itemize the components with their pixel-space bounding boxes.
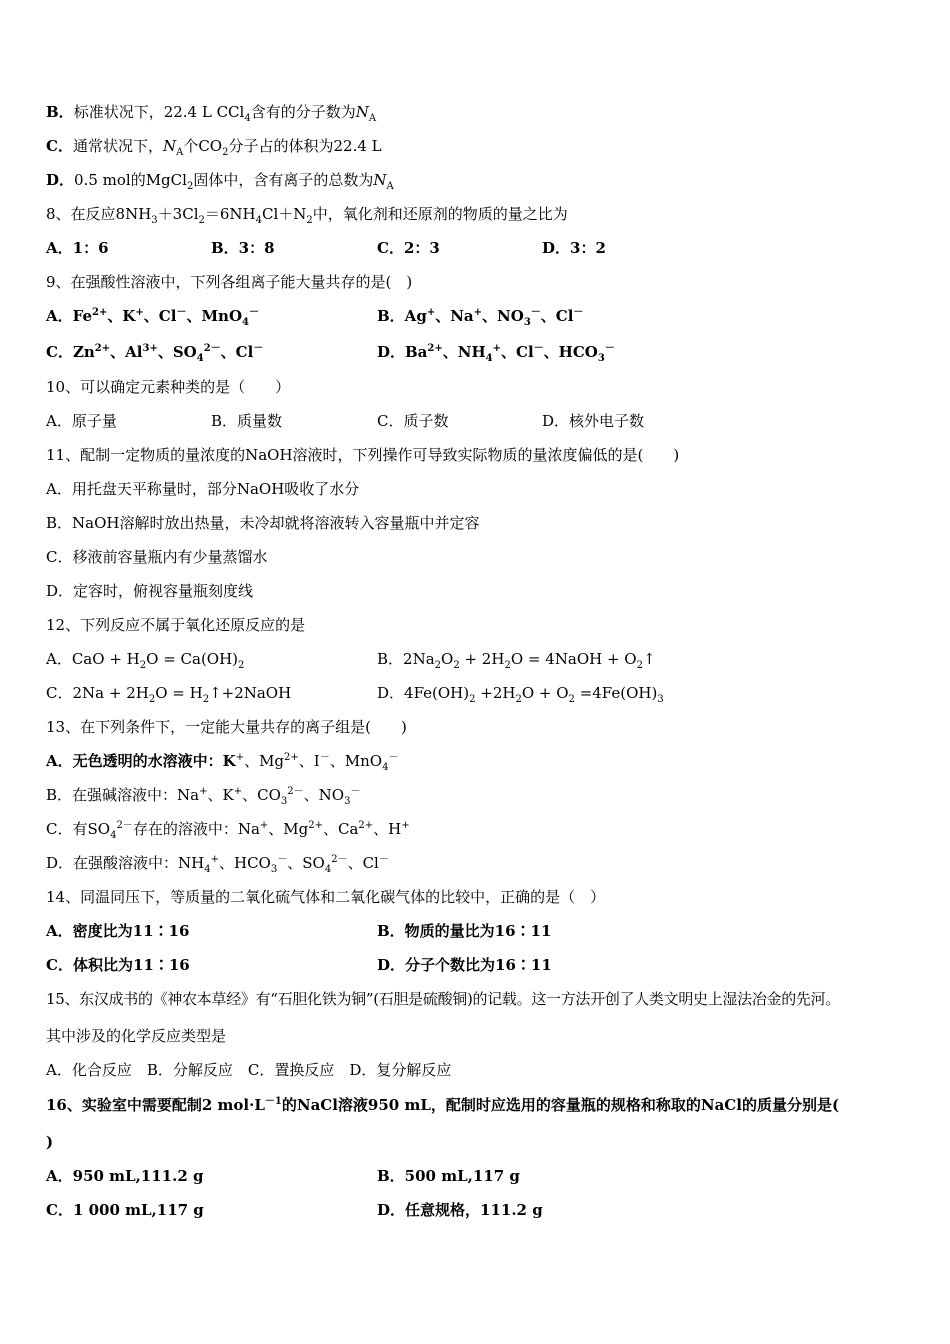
q14-option-d: D．分子个数比为16∶11 bbox=[377, 956, 552, 974]
q16-stem-line1: 16、实验室中需要配制2 $mol\cdot L^{-1}$的NaCl溶液950 mL，配制时应选用的容量瓶的规格和称取的NaCl的质量分别是( bbox=[46, 1096, 840, 1114]
q16-stem-line2: ) bbox=[46, 1133, 54, 1151]
q13-option-a: A．无色透明的水溶液中：K+、$Mg^{2+}$、I－、MnO$_4$－ bbox=[46, 752, 399, 773]
q15-stem-line1: 15、东汉成书的《神农本草经》有“石胆化铁为铜”(石胆是硫酸铜)的记载。这一方法开创了人类文明史上湿法冶金的先河。 bbox=[46, 990, 841, 1008]
q8-option-d: D．3：2 bbox=[542, 239, 606, 257]
q14-option-a: A．密度比为11∶16 bbox=[46, 922, 190, 940]
q15-stem-line2: 其中涉及的化学反应类型是 bbox=[46, 1027, 227, 1045]
q8-option-c: C．2：3 bbox=[377, 239, 440, 257]
q8-option-b: B．3：8 bbox=[211, 239, 275, 257]
q11-option-c: C．移液前容量瓶内有少量蒸馏水 bbox=[46, 548, 268, 566]
q12-option-b: B．$2Na_2O_2 + 2H_2O$ = 4NaOH + $O_2↑$ bbox=[377, 650, 656, 671]
q9-option-d: D．$Ba^{2+}$、$NH_4^+$、Cl－、$HCO_3^-$ bbox=[377, 343, 615, 364]
q13-option-d: D．在强酸溶液中：$NH_4^+$、$HCO_3^-$、$SO_4^{2-}$、Cl－ bbox=[46, 854, 389, 875]
q9-option-a: A．$Fe^{2+}$、K+、Cl－、MnO$_4$－ bbox=[46, 307, 259, 328]
q13-option-c: C．有$SO_4^{2-}$存在的溶液中：Na+、$Mg^{2+}$、$Ca^{2+}$、H+ bbox=[46, 820, 410, 841]
q13-option-b: B．在强碱溶液中：Na+、K+、$CO_3^{2-}$、$NO_3^-$ bbox=[46, 786, 361, 807]
q9-stem: 9、在强酸性溶液中，下列各组离子能大量共存的是( ) bbox=[46, 273, 413, 291]
q14-option-b: B．物质的量比为16∶11 bbox=[377, 922, 552, 940]
q12-option-a: A．CaO + $H_2O = Ca(OH)_2$ bbox=[46, 650, 245, 671]
q16-option-b: B．500 mL,117 g bbox=[377, 1167, 520, 1185]
q11-option-d: D．定容时，俯视容量瓶刻度线 bbox=[46, 582, 254, 600]
q10-option-d: D．核外电子数 bbox=[542, 412, 645, 430]
q9-option-c: C．$Zn^{2+}$、$Al^{3+}$、$SO_4^{2-}$、Cl－ bbox=[46, 343, 264, 364]
q7-option-d: D．0.5 mol的MgCl$_2$固体中，含有离子的总数为$N_A$ bbox=[46, 171, 394, 192]
q14-option-c: C．体积比为11∶16 bbox=[46, 956, 190, 974]
q11-option-a: A．用托盘天平称量时，部分NaOH吸收了水分 bbox=[46, 480, 360, 498]
q7-option-b: B．标准状况下，22.4 L CCl$_4$含有的分子数为$N_A$ bbox=[46, 103, 377, 124]
q10-option-a: A．原子量 bbox=[46, 412, 117, 430]
q12-option-d: D．$4Fe(OH)_2 +2H_2O + O_2 =4Fe(OH)_3$ bbox=[377, 684, 664, 705]
q10-option-c: C．质子数 bbox=[377, 412, 449, 430]
q14-stem: 14、同温同压下，等质量的二氧化硫气体和二氧化碳气体的比较中，正确的是（ ） bbox=[46, 888, 606, 906]
q10-option-b: B．质量数 bbox=[211, 412, 283, 430]
q12-option-c: C．$2Na + 2H_2O$ = $H_2↑+2NaOH$ bbox=[46, 684, 292, 705]
q9-option-b: B．Ag+、Na+、$NO_3^-$、Cl－ bbox=[377, 307, 584, 328]
q11-option-b: B．NaOH溶解时放出热量，未冷却就将溶液转入容量瓶中并定容 bbox=[46, 514, 480, 532]
q11-stem: 11、配制一定物质的量浓度的NaOH溶液时，下列操作可导致实际物质的量浓度偏低的是( ) bbox=[46, 446, 680, 464]
q10-stem: 10、可以确定元素种类的是（ ） bbox=[46, 378, 291, 396]
q13-stem: 13、在下列条件下，一定能大量共存的离子组是( ) bbox=[46, 718, 407, 736]
q16-option-d: D．任意规格，111.2 g bbox=[377, 1201, 543, 1219]
q8-option-a: A．1：6 bbox=[46, 239, 109, 257]
q8-stem: 8、在反应$8NH_3+3Cl_2=6NH_4Cl+N_2$中，氧化剂和还原剂的物质的量之比为 bbox=[46, 205, 568, 226]
q15-options: A．化合反应 B．分解反应 C．置换反应 D．复分解反应 bbox=[46, 1061, 452, 1079]
q16-option-a: A．950 mL,111.2 g bbox=[46, 1167, 204, 1185]
q16-option-c: C．1 000 mL,117 g bbox=[46, 1201, 204, 1219]
q7-option-c: C．通常状况下，$N_A$个$CO_2$分子占的体积为22.4 L bbox=[46, 137, 382, 158]
q12-stem: 12、下列反应不属于氧化还原反应的是 bbox=[46, 616, 306, 634]
